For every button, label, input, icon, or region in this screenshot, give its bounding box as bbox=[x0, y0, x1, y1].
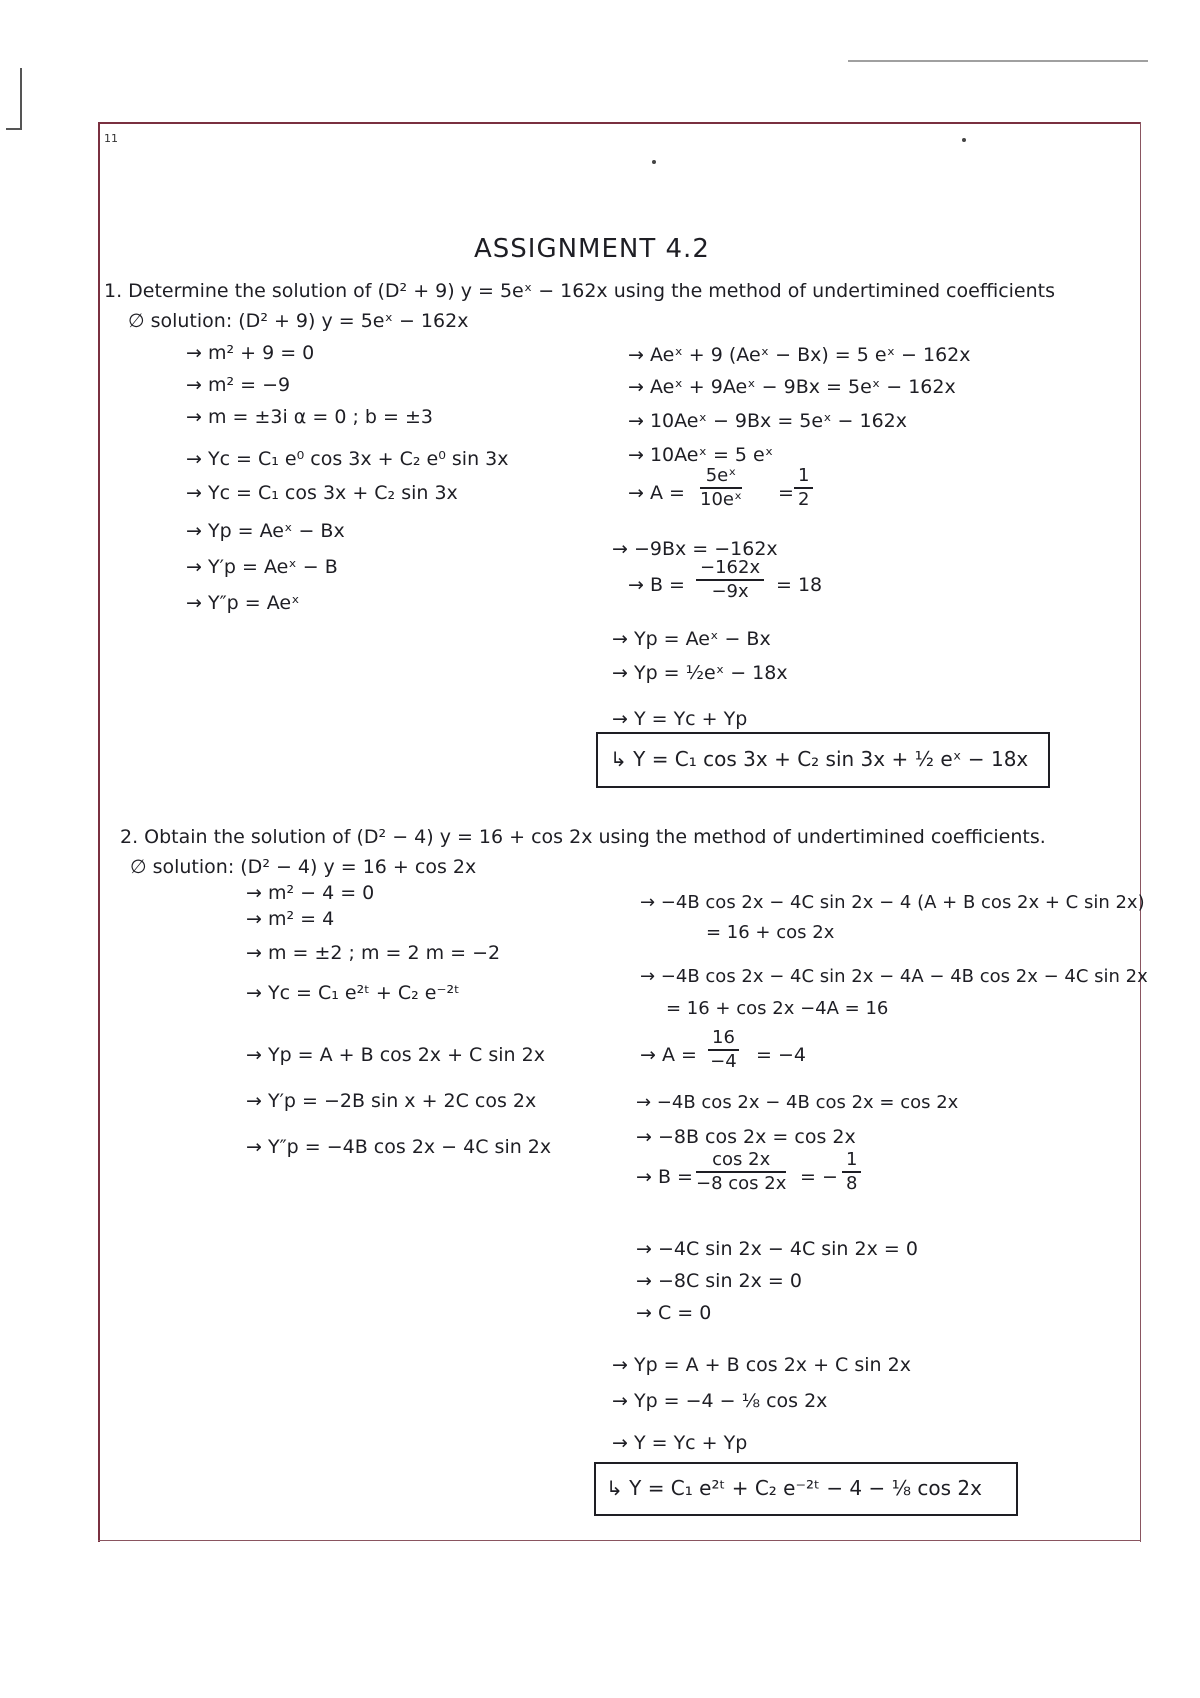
q2-question: 2. Obtain the solution of (D² − 4) y = 16 + cos 2x using the method of undertimined coefficients. bbox=[120, 826, 1046, 848]
q2-answer: ↳ Y = C₁ e²ᵗ + C₂ e⁻²ᵗ − 4 − ⅛ cos 2x bbox=[606, 1476, 982, 1500]
q1-B-result: = 18 bbox=[776, 574, 823, 596]
q1-B-numerator: −162x bbox=[696, 558, 764, 581]
q2-left-step: → Y′p = −2B sin x + 2C cos 2x bbox=[246, 1090, 537, 1112]
ink-dot bbox=[652, 160, 656, 164]
page-border-bottom bbox=[98, 1540, 1140, 1541]
q2-B-result-den: 8 bbox=[846, 1173, 858, 1194]
q2-right-step: → −8C sin 2x = 0 bbox=[636, 1270, 802, 1292]
q1-B-prefix: → B = bbox=[628, 574, 685, 596]
q1-B-denominator: −9x bbox=[711, 581, 749, 602]
q1-A-equals: = bbox=[778, 482, 794, 504]
q2-A-denominator: −4 bbox=[710, 1051, 737, 1072]
q1-A-denominator: 10eˣ bbox=[700, 489, 742, 510]
q2-left-step: → Y″p = −4B cos 2x − 4C sin 2x bbox=[246, 1136, 552, 1158]
paper-edge-line bbox=[848, 60, 1148, 62]
q1-right-step: → Yp = ½eˣ − 18x bbox=[612, 662, 788, 684]
page-border-left bbox=[98, 122, 100, 1542]
q1-answer: ↳ Y = C₁ cos 3x + C₂ sin 3x + ½ eˣ − 18x bbox=[610, 747, 1029, 771]
q2-left-step: → m² − 4 = 0 bbox=[246, 882, 375, 904]
q1-A-result-den: 2 bbox=[798, 489, 810, 510]
q1-right-step: → Yp = Aeˣ − Bx bbox=[612, 628, 771, 650]
page-border-top bbox=[98, 122, 1140, 124]
q1-left-step: → Yc = C₁ e⁰ cos 3x + C₂ e⁰ sin 3x bbox=[186, 448, 509, 470]
q2-right-step: → Yp = A + B cos 2x + C sin 2x bbox=[612, 1354, 911, 1376]
q1-solution-line: ∅ solution: (D² + 9) y = 5eˣ − 162x bbox=[128, 310, 469, 332]
q1-B-fraction bbox=[696, 558, 764, 602]
q1-right-step: → Aeˣ + 9Aeˣ − 9Bx = 5eˣ − 162x bbox=[628, 376, 956, 398]
q2-right-step: = 16 + cos 2x −4A = 16 bbox=[666, 998, 889, 1019]
q1-A-prefix: → A = bbox=[628, 482, 685, 504]
q2-A-fraction bbox=[708, 1028, 739, 1072]
q1-A-result-num: 1 bbox=[794, 466, 813, 489]
q2-right-step: → −4C sin 2x − 4C sin 2x = 0 bbox=[636, 1238, 918, 1260]
q2-left-step: → m² = 4 bbox=[246, 908, 335, 930]
q2-B-line2: → −8B cos 2x = cos 2x bbox=[636, 1126, 856, 1148]
q2-B-line: → −4B cos 2x − 4B cos 2x = cos 2x bbox=[636, 1092, 959, 1113]
q2-B-numerator: cos 2x bbox=[696, 1150, 786, 1173]
q1-question: 1. Determine the solution of (D² + 9) y = 5eˣ − 162x using the method of undertimined coefficients bbox=[104, 280, 1055, 302]
q2-A-numerator: 16 bbox=[708, 1028, 739, 1051]
q2-right-step: = 16 + cos 2x bbox=[706, 922, 835, 943]
q2-B-denominator: −8 cos 2x bbox=[696, 1173, 787, 1194]
q2-A-result: = −4 bbox=[756, 1044, 806, 1066]
q2-B-equals: = − bbox=[800, 1166, 838, 1188]
q2-B-result bbox=[842, 1150, 861, 1194]
q1-left-step: → Yp = Aeˣ − Bx bbox=[186, 520, 345, 542]
q2-right-step: → −4B cos 2x − 4C sin 2x − 4A − 4B cos 2x − 4C sin 2x bbox=[640, 966, 1148, 987]
q2-right-step: → Y = Yc + Yp bbox=[612, 1432, 748, 1454]
q2-B-result-num: 1 bbox=[842, 1150, 861, 1173]
q1-A-numerator: 5eˣ bbox=[700, 466, 742, 489]
q2-A-prefix: → A = bbox=[640, 1044, 697, 1066]
q1-right-step: → 10Aeˣ − 9Bx = 5eˣ − 162x bbox=[628, 410, 908, 432]
q1-right-step: → Aeˣ + 9 (Aeˣ − Bx) = 5 eˣ − 162x bbox=[628, 344, 971, 366]
q1-right-step: → Y = Yc + Yp bbox=[612, 708, 748, 730]
q1-left-step: → Y″p = Aeˣ bbox=[186, 592, 300, 614]
q2-right-step: → Yp = −4 − ⅛ cos 2x bbox=[612, 1390, 828, 1412]
q1-left-step: → Y′p = Aeˣ − B bbox=[186, 556, 338, 578]
page-number: 11 bbox=[104, 132, 118, 145]
q1-B-line: → −9Bx = −162x bbox=[612, 538, 778, 560]
q2-left-step: → Yp = A + B cos 2x + C sin 2x bbox=[246, 1044, 545, 1066]
page-border-right bbox=[1140, 122, 1141, 1542]
q1-left-step: → m = ±3i α = 0 ; b = ±3 bbox=[186, 406, 433, 428]
q2-B-fraction bbox=[696, 1150, 786, 1194]
page-title: ASSIGNMENT 4.2 bbox=[474, 234, 710, 264]
q2-left-step: → m = ±2 ; m = 2 m = −2 bbox=[246, 942, 501, 964]
q2-left-step: → Yc = C₁ e²ᵗ + C₂ e⁻²ᵗ bbox=[246, 982, 460, 1004]
q1-A-fraction bbox=[700, 466, 742, 510]
q2-solution-line: ∅ solution: (D² − 4) y = 16 + cos 2x bbox=[130, 856, 477, 878]
q1-right-step: → 10Aeˣ = 5 eˣ bbox=[628, 444, 774, 466]
ink-dot bbox=[962, 138, 966, 142]
q2-B-prefix: → B = bbox=[636, 1166, 693, 1188]
q2-right-step: → C = 0 bbox=[636, 1302, 712, 1324]
margin-mark bbox=[6, 68, 22, 130]
q1-left-step: → m² = −9 bbox=[186, 374, 291, 396]
q1-A-result bbox=[794, 466, 813, 510]
q1-left-step: → Yc = C₁ cos 3x + C₂ sin 3x bbox=[186, 482, 458, 504]
q1-left-step: → m² + 9 = 0 bbox=[186, 342, 315, 364]
q2-right-step: → −4B cos 2x − 4C sin 2x − 4 (A + B cos 2x + C sin 2x) bbox=[640, 892, 1145, 913]
